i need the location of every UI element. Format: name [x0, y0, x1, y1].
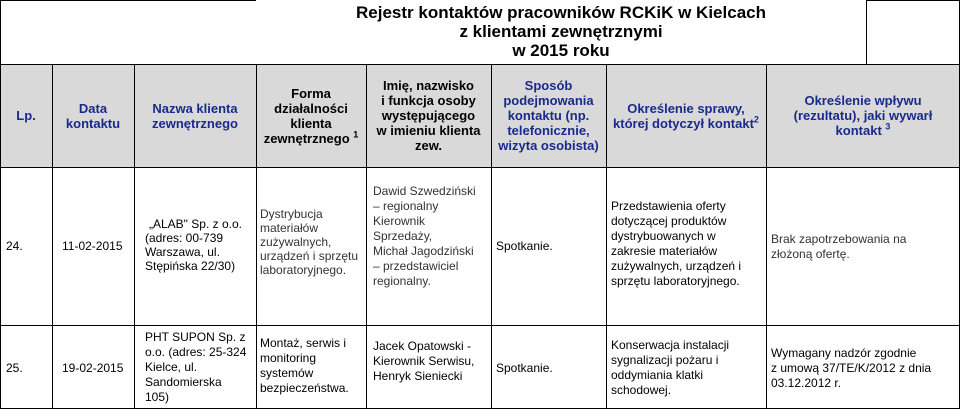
row-24-result: Brak zapotrzebowania na złożoną ofertę. — [771, 232, 907, 261]
title-line-1: Rejestr kontaktów pracowników RCKiK w Kielcach — [356, 3, 766, 22]
header-date: Data kontaktu — [52, 64, 134, 167]
col-border — [366, 64, 367, 409]
row-25-lp: 25. — [6, 361, 23, 375]
title-line-3: w 2015 roku — [512, 41, 610, 60]
col-border — [52, 64, 53, 409]
header-person: Imię, nazwisko i funkcja osoby występującego w imieniu klienta zew. — [366, 64, 491, 167]
row-24-person: Dawid Szwedziński – regionalny Kierownik Sprzedaży, Michał Jagodziński – przedstawiciel regionalny. — [373, 184, 476, 288]
register-title — [256, 0, 866, 64]
row-24-date: 11-02-2015 — [62, 239, 123, 253]
col-border — [491, 64, 492, 409]
title-border-right — [866, 0, 867, 64]
row-24-client: „ALAB" Sp. z o.o. (adres: 00-739 Warszawa, ul. Stępińska 22/30) — [145, 217, 242, 273]
col-border-left — [0, 0, 1, 409]
col-border — [256, 64, 257, 409]
header-result: Określenie wpływu (rezultatu), jaki wywarł kontakt $^3$ — [766, 64, 960, 167]
col-border — [766, 64, 767, 409]
row-25-client: PHT SUPON Sp. z o.o. (adres: 25-324 Kielce, ul. Sandomierska 105) — [145, 330, 247, 404]
header-legal-form: Forma działalności klienta zewnętrznego $^1$ — [256, 64, 366, 167]
header-lp: Lp. — [0, 64, 52, 167]
header-client-name: Nazwa klienta zewnętrznego — [134, 64, 256, 167]
header-border-top — [0, 64, 960, 65]
header-border-bottom — [0, 167, 960, 168]
row-25-result: Wymagany nadzór zgodnie z umową 37/TE/K/2012 z dnia 03.12.2012 r. — [771, 346, 932, 390]
header-method: Sposób podejmowania kontaktu (np. telefonicznie, wizyta osobista) — [491, 64, 606, 167]
col-border — [606, 64, 607, 409]
row-25-legal-form: Montaż, serwis i monitoring systemów bezpieczeństwa. — [260, 336, 349, 395]
row-25-person: Jacek Opatowski - Kierownik Serwisu, Henryk Sieniecki — [373, 339, 475, 383]
col-border — [134, 64, 135, 409]
row-25-method: Spotkanie. — [496, 361, 553, 375]
row-25-date: 19-02-2015 — [62, 361, 124, 375]
row-24-legal-form: Dystrybucja materiałów zużywalnych, urządzeń i sprzętu laboratoryjnego. — [260, 207, 359, 277]
row-25-subject: Konserwacja instalacji sygnalizacji pożaru i oddymiania klatki schodowej. — [611, 338, 730, 397]
row-24-subject: Przedstawienia oferty dotyczącej produktów dystrybuowanych w zakresie materiałów zużywalnych, urządzeń i sprzętu laboratoryjnego. — [611, 199, 742, 288]
row-24-lp: 24. — [6, 239, 23, 253]
row-24-method: Spotkanie. — [496, 239, 553, 253]
row-divider — [0, 325, 960, 326]
title-line-2: z klientami zewnętrznymi — [459, 22, 663, 41]
header-subject: Określenie sprawy, której dotyczył kontakt$^2$ — [606, 64, 766, 167]
